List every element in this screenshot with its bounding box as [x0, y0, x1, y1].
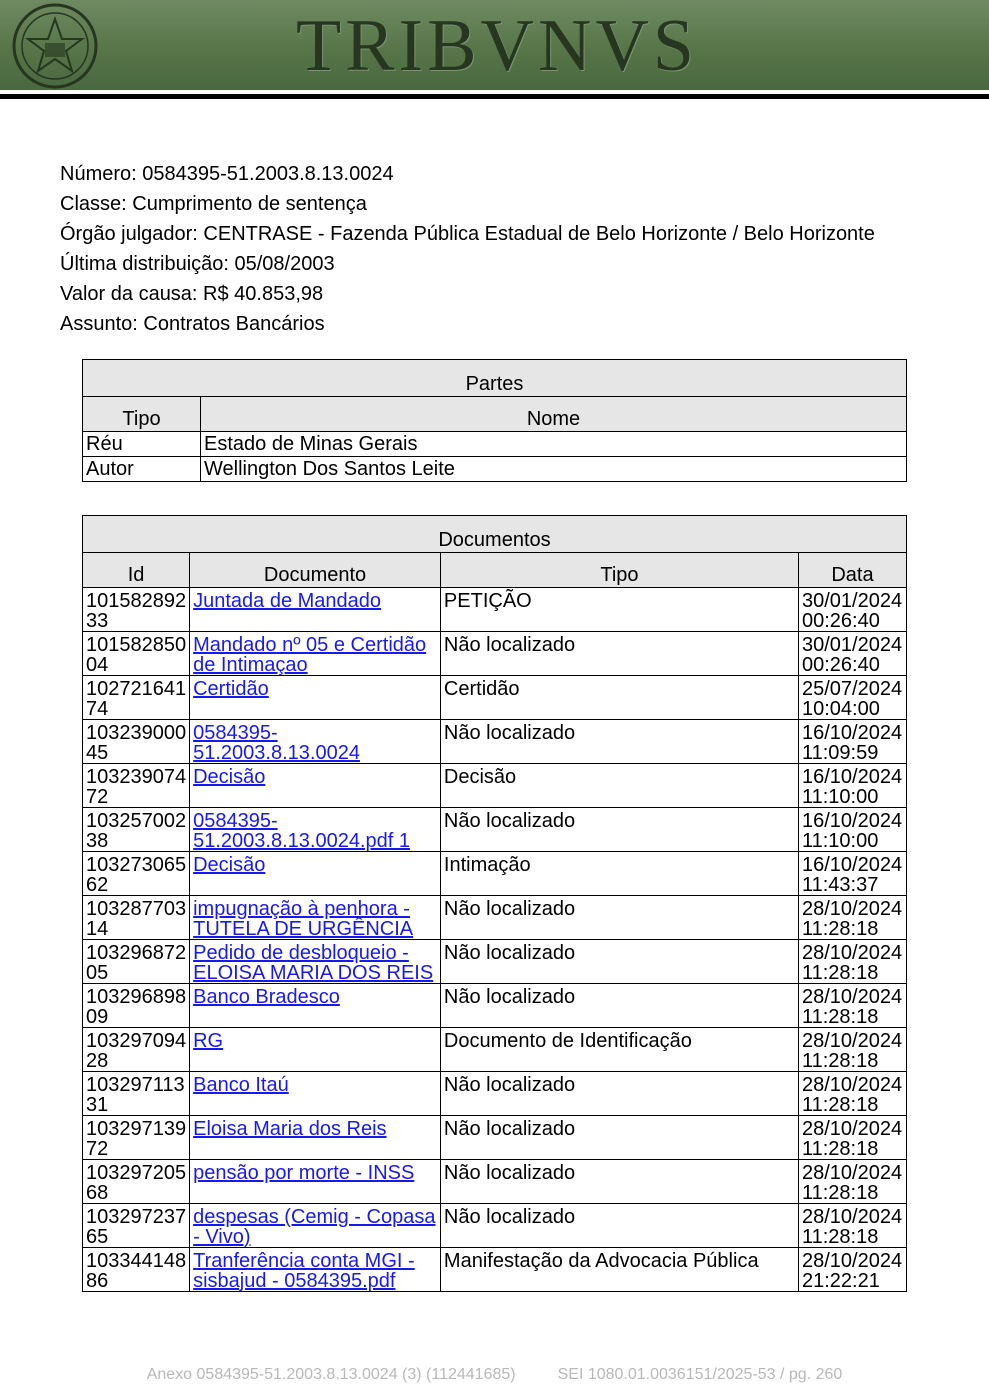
doc-documento-cell: [190, 676, 441, 720]
doc-link[interactable]: Certidão: [193, 678, 269, 700]
doc-header-data: Data: [798, 553, 906, 588]
doc-documento-cell: [190, 984, 441, 1028]
doc-link[interactable]: despesas (Cemig - Copasa - Vivo): [193, 1206, 436, 1248]
doc-link[interactable]: Decisão: [193, 854, 266, 876]
doc-id: 103296898 09: [83, 984, 190, 1028]
doc-tipo: Decisão: [440, 764, 798, 808]
doc-documento-cell: [190, 1204, 441, 1248]
doc-link[interactable]: Tranferência conta MGI - sisbajud - 0584395.pdf: [193, 1250, 415, 1292]
doc-documento-cell: [190, 940, 441, 984]
doc-data: 16/10/2024 11:10:00: [798, 764, 906, 808]
doc-link[interactable]: impugnação à penhora - TUTELA DE URGÊNCIA: [193, 898, 414, 940]
doc-documento-cell: [190, 1160, 441, 1204]
doc-link[interactable]: Decisão: [193, 766, 266, 788]
doc-data: 16/10/2024 11:43:37: [798, 852, 906, 896]
parte-tipo: Autor: [83, 457, 201, 482]
doc-id: 103297237 65: [83, 1204, 190, 1248]
doc-documento-cell: [190, 764, 441, 808]
table-row: [83, 808, 907, 852]
doc-tipo: Não localizado: [440, 984, 798, 1028]
header-divider: [0, 94, 989, 99]
table-row: [83, 457, 907, 482]
table-row: [83, 1116, 907, 1160]
table-row: [83, 632, 907, 676]
doc-data: 28/10/2024 11:28:18: [798, 1204, 906, 1248]
footer-sei-reference: SEI 1080.01.0036151/2025-53 / pg. 260: [557, 1366, 843, 1383]
meta-valor-causa: Valor da causa: R$ 40.853,98: [60, 283, 324, 305]
meta-orgao-julgador: Órgão julgador: CENTRASE - Fazenda Pública Estadual de Belo Horizonte / Belo Horizonte: [60, 223, 875, 245]
doc-data: 16/10/2024 11:10:00: [798, 808, 906, 852]
doc-data: 28/10/2024 11:28:18: [798, 1072, 906, 1116]
table-row: [83, 1204, 907, 1248]
doc-id: 103344148 86: [83, 1248, 190, 1292]
table-row: [83, 1072, 907, 1116]
coat-of-arms-seal-icon: [12, 3, 98, 89]
doc-data: 28/10/2024 11:28:18: [798, 1160, 906, 1204]
doc-id: 101582850 04: [83, 632, 190, 676]
doc-data: 30/01/2024 00:26:40: [798, 588, 906, 632]
partes-table: [82, 359, 907, 482]
doc-id: 103296872 05: [83, 940, 190, 984]
doc-link[interactable]: Juntada de Mandado: [193, 590, 382, 612]
doc-documento-cell: [190, 588, 441, 632]
doc-id: 103297113 31: [83, 1072, 190, 1116]
doc-link[interactable]: 0584395-51.2003.8.13.0024: [193, 722, 360, 764]
doc-id: 103273065 62: [83, 852, 190, 896]
doc-id: 102721641 74: [83, 676, 190, 720]
doc-documento-cell: [190, 632, 441, 676]
table-row: [83, 720, 907, 764]
doc-data: 28/10/2024 11:28:18: [798, 1116, 906, 1160]
table-row: [83, 852, 907, 896]
table-row: [83, 1160, 907, 1204]
partes-caption: Partes: [83, 360, 907, 397]
doc-tipo: Não localizado: [440, 940, 798, 984]
table-row: [83, 896, 907, 940]
doc-data: 16/10/2024 11:09:59: [798, 720, 906, 764]
partes-header-tipo: Tipo: [83, 397, 201, 432]
doc-data: 28/10/2024 11:28:18: [798, 940, 906, 984]
doc-link[interactable]: Mandado nº 05 e Certidão de Intimaçao: [193, 634, 427, 676]
doc-tipo: Não localizado: [440, 1160, 798, 1204]
doc-tipo: Certidão: [440, 676, 798, 720]
meta-classe: Classe: Cumprimento de sentença: [60, 193, 367, 215]
parte-nome: Wellington Dos Santos Leite: [201, 457, 907, 482]
doc-link[interactable]: 0584395-51.2003.8.13.0024.pdf 1: [193, 810, 410, 852]
doc-id: 103297139 72: [83, 1116, 190, 1160]
doc-id: 101582892 33: [83, 588, 190, 632]
table-row: [83, 764, 907, 808]
doc-header-documento: Documento: [190, 553, 441, 588]
page-footer: [0, 1366, 989, 1384]
doc-tipo: Não localizado: [440, 1116, 798, 1160]
doc-data: 28/10/2024 11:28:18: [798, 896, 906, 940]
doc-id: 103287703 14: [83, 896, 190, 940]
parte-tipo: Réu: [83, 432, 201, 457]
doc-id: 103297094 28: [83, 1028, 190, 1072]
doc-documento-cell: [190, 1116, 441, 1160]
doc-documento-cell: [190, 808, 441, 852]
doc-documento-cell: [190, 720, 441, 764]
doc-link[interactable]: Banco Itaú: [193, 1074, 289, 1096]
doc-tipo: Intimação: [440, 852, 798, 896]
doc-documento-cell: [190, 1028, 441, 1072]
doc-documento-cell: [190, 1248, 441, 1292]
doc-documento-cell: [190, 1072, 441, 1116]
header-banner: [0, 0, 989, 90]
doc-link[interactable]: RG: [193, 1030, 224, 1052]
doc-header-tipo: Tipo: [440, 553, 798, 588]
table-row: [83, 588, 907, 632]
parte-nome: Estado de Minas Gerais: [201, 432, 907, 457]
brand-title: TRIBVNVS: [296, 5, 699, 87]
table-row: [83, 984, 907, 1028]
footer-annex: Anexo 0584395-51.2003.8.13.0024 (3) (112441685): [146, 1366, 516, 1383]
table-row: [83, 940, 907, 984]
doc-data: 30/01/2024 00:26:40: [798, 632, 906, 676]
doc-tipo: PETIÇÃO: [440, 588, 798, 632]
doc-tipo: Não localizado: [440, 1072, 798, 1116]
partes-header-nome: Nome: [201, 397, 907, 432]
meta-numero: Número: 0584395-51.2003.8.13.0024: [60, 163, 394, 185]
doc-id: 103239074 72: [83, 764, 190, 808]
doc-data: 28/10/2024 11:28:18: [798, 984, 906, 1028]
doc-documento-cell: [190, 896, 441, 940]
meta-ultima-distribuicao: Última distribuição: 05/08/2003: [60, 253, 335, 275]
doc-header-id: Id: [83, 553, 190, 588]
doc-link[interactable]: pensão por morte - INSS: [193, 1162, 415, 1184]
doc-data: 28/10/2024 21:22:21: [798, 1248, 906, 1292]
doc-tipo: Não localizado: [440, 720, 798, 764]
process-metadata: [60, 159, 875, 339]
doc-data: 28/10/2024 11:28:18: [798, 1028, 906, 1072]
doc-link[interactable]: Banco Bradesco: [193, 986, 340, 1008]
doc-id: 103257002 38: [83, 808, 190, 852]
doc-id: 103297205 68: [83, 1160, 190, 1204]
doc-tipo: Não localizado: [440, 1204, 798, 1248]
table-row: [83, 432, 907, 457]
doc-tipo: Não localizado: [440, 808, 798, 852]
doc-data: 25/07/2024 10:04:00: [798, 676, 906, 720]
table-row: [83, 1248, 907, 1292]
documentos-caption: Documentos: [83, 516, 907, 553]
doc-tipo: Não localizado: [440, 632, 798, 676]
doc-link[interactable]: Eloisa Maria dos Reis: [193, 1118, 387, 1140]
table-row: [83, 1028, 907, 1072]
table-row: [83, 676, 907, 720]
doc-link[interactable]: Pedido de desbloqueio - ELOISA MARIA DOS REIS: [193, 942, 434, 984]
doc-id: 103239000 45: [83, 720, 190, 764]
doc-documento-cell: [190, 852, 441, 896]
documentos-table: [82, 515, 907, 1292]
doc-tipo: Manifestação da Advocacia Pública: [440, 1248, 798, 1292]
doc-tipo: Documento de Identificação: [440, 1028, 798, 1072]
meta-assunto: Assunto: Contratos Bancários: [60, 313, 325, 335]
doc-tipo: Não localizado: [440, 896, 798, 940]
